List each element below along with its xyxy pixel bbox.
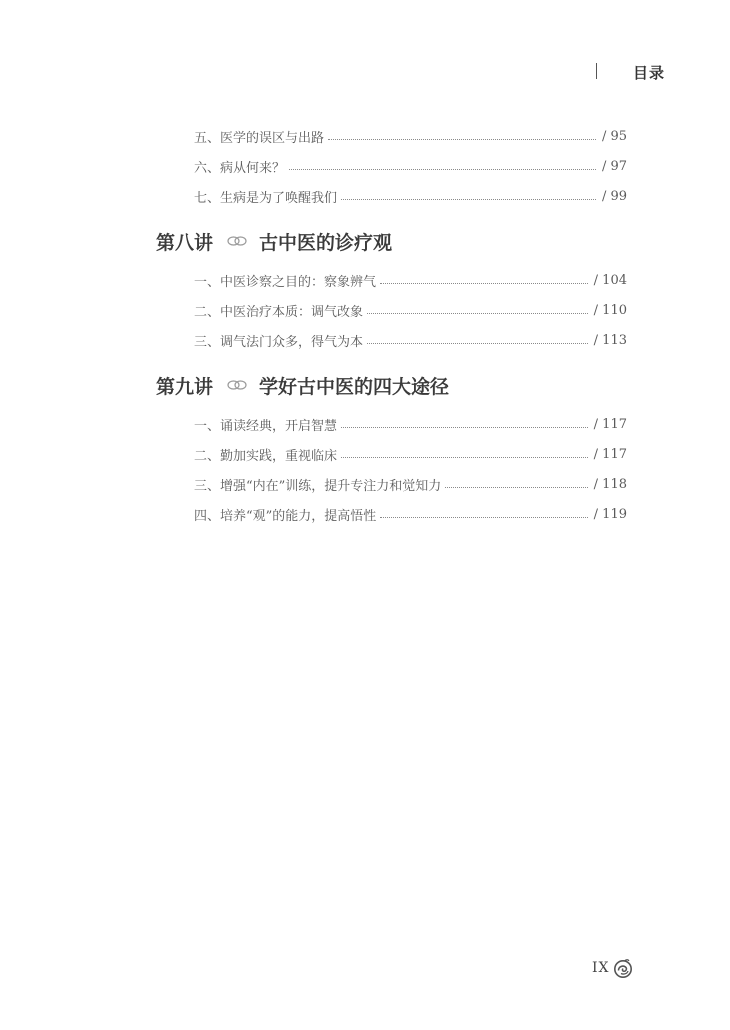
- toc-entry-title: 二、中医治疗本质：调气改象: [194, 304, 364, 320]
- toc-entry-title: 七、生病是为了唤醒我们: [194, 190, 338, 206]
- toc-entry-page: / 104: [593, 272, 627, 288]
- dot-leader: [289, 169, 596, 170]
- running-header-title: 目录: [633, 64, 666, 82]
- dot-leader: [341, 199, 596, 200]
- toc-entry[interactable]: [194, 300, 627, 320]
- toc-entry-page: / 117: [593, 416, 627, 432]
- toc-entry-page: / 119: [593, 506, 627, 522]
- toc-entry-title: 六、病从何来？: [194, 160, 286, 176]
- chapter-title: 古中医的诊疗观: [259, 231, 393, 254]
- toc-entry[interactable]: [194, 270, 627, 290]
- toc-entry-title: 四、培养“观”的能力，提高悟性: [194, 508, 377, 524]
- toc-entry-title: 三、调气法门众多，得气为本: [194, 334, 364, 350]
- dot-leader: [380, 283, 588, 284]
- toc-entry-page: / 99: [601, 188, 627, 204]
- dot-leader: [380, 517, 587, 518]
- toc-entry[interactable]: [194, 444, 627, 464]
- toc-entry[interactable]: [194, 156, 627, 176]
- dot-leader: [328, 139, 596, 140]
- toc-entry[interactable]: [194, 414, 627, 434]
- chapter-number: 第九讲: [156, 375, 214, 398]
- toc-entry-page: / 97: [601, 158, 627, 174]
- knot-ornament-icon: [226, 234, 248, 248]
- toc-entry-title: 五、医学的误区与出路: [194, 130, 325, 146]
- dot-leader: [367, 343, 588, 344]
- chapter-number: 第八讲: [156, 231, 214, 254]
- toc-entry-page: / 117: [593, 446, 627, 462]
- toc-entry-title: 一、诵读经典，开启智慧: [194, 418, 338, 434]
- toc-entry[interactable]: [194, 126, 627, 146]
- toc-entry-title: 一、中医诊察之目的：察象辨气: [194, 274, 377, 290]
- knot-ornament-icon: [226, 378, 248, 392]
- toc-entry-page: / 110: [593, 302, 627, 318]
- toc-entry[interactable]: [194, 186, 627, 206]
- header-divider: [596, 63, 597, 79]
- toc-entry-page: / 113: [593, 332, 627, 348]
- dot-leader: [341, 457, 588, 458]
- toc-entry-title: 三、增强“内在”训练，提升专注力和觉知力: [194, 478, 442, 494]
- toc-entry[interactable]: [194, 474, 627, 494]
- cloud-swirl-logo-icon: [613, 958, 633, 980]
- toc-entry-page: / 118: [593, 476, 627, 492]
- dot-leader: [341, 427, 588, 428]
- page-number: IX: [592, 960, 610, 976]
- toc-entry[interactable]: [194, 330, 627, 350]
- chapter-heading[interactable]: [156, 372, 449, 398]
- dot-leader: [367, 313, 588, 314]
- toc-entry-title: 二、勤加实践，重视临床: [194, 448, 338, 464]
- chapter-title: 学好古中医的四大途径: [259, 375, 450, 398]
- chapter-heading[interactable]: [156, 228, 392, 254]
- toc-entry[interactable]: [194, 504, 627, 524]
- dot-leader: [445, 487, 587, 488]
- toc-entry-page: / 95: [601, 128, 627, 144]
